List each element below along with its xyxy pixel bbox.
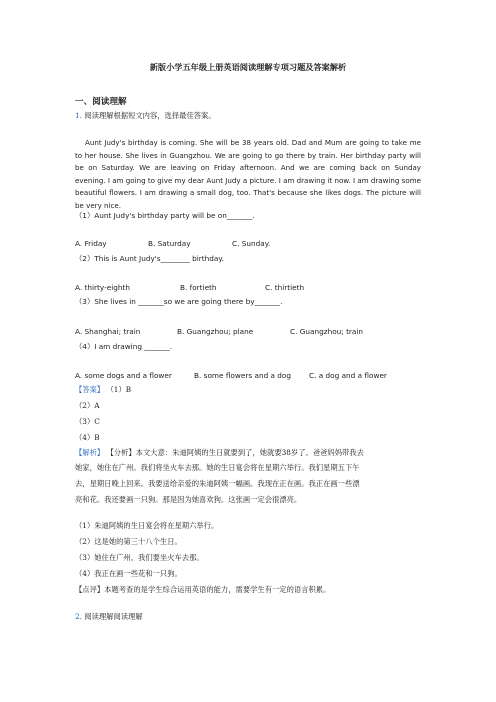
question-number: 2. [75, 612, 82, 621]
option-b: B. some flowers and a dog [194, 371, 292, 380]
option-a: A. some dogs and a flower [75, 371, 172, 380]
option-c: C. Sunday. [232, 239, 271, 248]
question-stem: （2）This is Aunt Judy's________ birthday. [75, 254, 224, 263]
answer-value: （1）B [106, 385, 132, 394]
question-1-intro [75, 111, 216, 121]
question-instruction: 阅读理解根据短文内容，选择最佳答案。 [84, 111, 216, 120]
explanation-item: （3）她住在广州。我们要坐火车去那。 [75, 553, 204, 562]
answer-tag: 【答案】 [75, 385, 105, 394]
analysis-tag: 【解析】 [75, 448, 105, 457]
option-b: B. fortieth [180, 283, 217, 292]
explanation-item: （2）这是她的第三十八个生日。 [75, 537, 182, 546]
option-c: C. thirtieth [265, 283, 305, 292]
document-title: 新版小学五年级上册英语阅读理解专项习题及答案解析 [149, 62, 347, 72]
reading-passage: Aunt Judy's birthday is coming. She will be 38 years old. Dad and Mum are going to take me to her house. She lives in Guangzhou. We are going to go there by train. Her birthday party will be on Saturday. We are leaving on Friday afternoon. And we are coming back on Sunday evening. I am going to give my dear Aunt Judy a picture. I am drawing it now. I am drawing some beautiful flowers. I am drawing a small dog, too. That's because she likes dogs. The picture will be very nice. [75, 138, 421, 210]
question-number: 1. [75, 111, 82, 120]
option-c: C. a dog and a flower [309, 371, 387, 380]
option-a: A. thirty-eighth [75, 283, 130, 292]
section-heading: 一、阅读理解 [75, 97, 127, 107]
answer-value: （3）C [75, 417, 100, 426]
analysis-text: 她家，她住在广州。我们将坐火车去那。她的生日宴会将在星期六举行。我们星期五下午 [75, 463, 360, 472]
analysis-line [75, 448, 364, 458]
explanation-item: （4）我正在画一些花和一只狗。 [75, 569, 182, 578]
analysis-text: 去，星期日晚上回来。我要送给亲爱的朱迪阿姨一幅画。我现在正在画。我正在画一些漂 [75, 479, 360, 488]
review-note: 【点评】本题考查的是学生综合运用英语的能力，需要学生有一定的语言积累。 [75, 585, 331, 594]
answer-value: （2）A [75, 401, 100, 410]
question-stem: （3）She lives in _______so we are going there by_______. [75, 297, 283, 306]
analysis-text: 亮和花。我还要画一只狗。那是因为她喜欢狗。这张画一定会很漂亮。 [75, 495, 302, 504]
answer-value: （4）B [75, 433, 100, 442]
option-a: A. Shanghai; train [75, 327, 141, 336]
explanation-item: （1）朱迪阿姨的生日宴会将在星期六举行。 [75, 521, 219, 530]
option-a: A. Friday [75, 239, 107, 248]
option-b: B. Saturday [148, 239, 191, 248]
question-instruction: 阅读理解阅读理解 [84, 612, 143, 621]
question-stem: （4）I am drawing _______. [75, 342, 173, 351]
answer-line [75, 385, 131, 395]
option-b: B. Guangzhou; plane [177, 327, 254, 336]
question-2-intro [75, 612, 143, 622]
question-stem: （1）Aunt Judy's birthday party will be on_______. [75, 211, 255, 220]
analysis-text: 【分析】本文大意：朱迪阿姨的生日就要到了，她就要38岁了。爸爸妈妈带我去 [106, 448, 364, 457]
option-c: C. Guangzhou; train [290, 327, 364, 336]
